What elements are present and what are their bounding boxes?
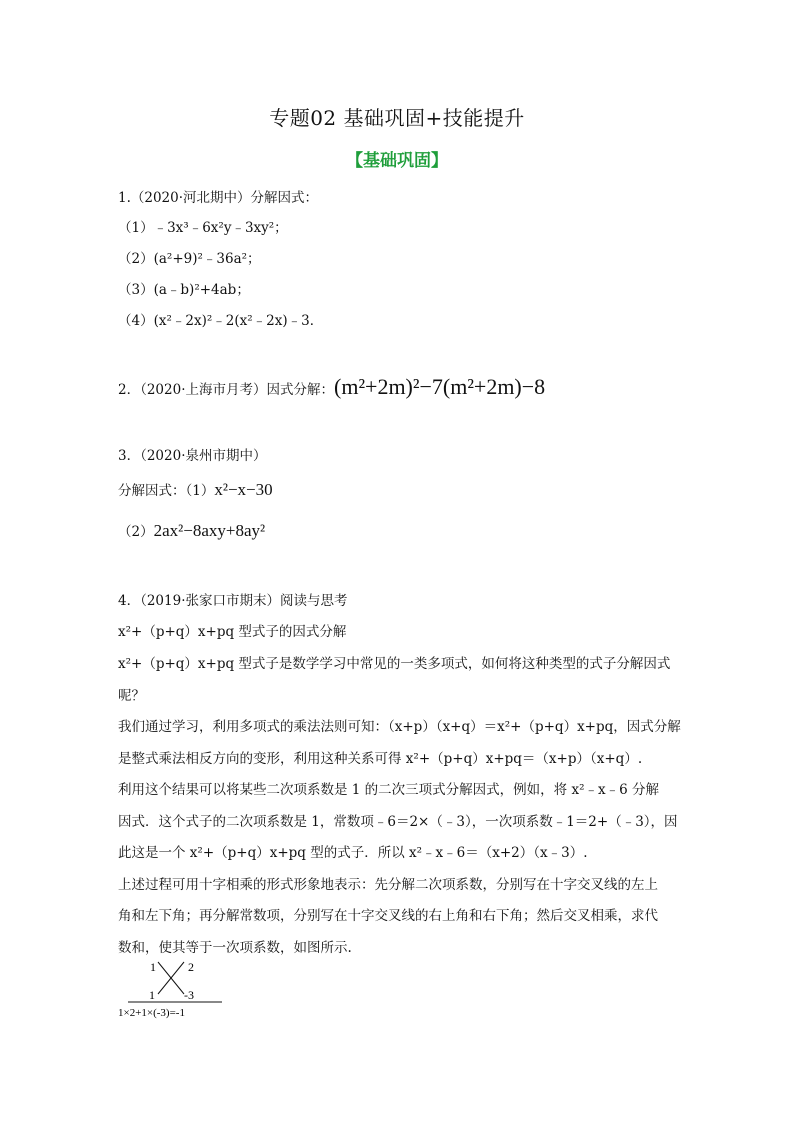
q4-line-5: 是整式乘法相反方向的变形，利用这种关系可得 x²+（p+q）x+pq＝（x+p）（x+q）.: [118, 751, 643, 767]
q4-line-10: 角和左下角；再分解常数项，分别写在十字交叉线的右上角和右下角；然后交叉相乘，求代: [118, 908, 658, 924]
q4-line-1: x²+（p+q）x+pq 型式子的因式分解: [118, 624, 347, 640]
q3-part-1-expression: x²−x−30: [214, 480, 273, 499]
page-title: 专题02 基础巩固+技能提升: [269, 106, 525, 130]
q1-part-1: （1）﹣3x³﹣6x²y﹣3xy²；: [118, 220, 288, 236]
q4-line-6: 利用这个结果可以将某些二次项系数是 1 的二次三项式分解因式，例如，将 x²﹣x﹣6 分解: [118, 782, 659, 798]
q2-head: 2．（2020·上海市月考）因式分解：: [118, 382, 334, 398]
q4-line-2: x²+（p+q）x+pq 型式子是数学学习中常见的一类多项式，如何将这种类型的式子分解因式: [118, 656, 671, 672]
q2-expression: (m²+2m)²−7(m²+2m)−8: [334, 374, 546, 399]
q4-line-11: 数和，使其等于一次项系数，如图所示.: [118, 940, 352, 956]
q4-line-4: 我们通过学习，利用多项式的乘法法则可知：（x+p）（x+q）＝x²+（p+q）x+pq，因式分解: [118, 719, 681, 735]
q3-part-2-prefix: （2）: [118, 524, 154, 540]
q1-part-4: （4）(x²﹣2x)²﹣2(x²﹣2x)﹣3．: [118, 313, 324, 329]
q1-part-2: （2）(a²+9)²﹣36a²；: [118, 251, 261, 267]
cross-top-right: 2: [188, 960, 194, 974]
q2-line: [118, 374, 546, 399]
section-heading: 【基础巩固】: [346, 151, 448, 171]
q3-head: 3．（2020·泉州市期中）: [118, 448, 267, 464]
q4-line-3: 呢？: [118, 688, 145, 704]
q1-part-3: （3）(a﹣b)²+4ab；: [118, 282, 250, 298]
q3-part-2: [118, 522, 265, 541]
cross-bottom-left: 1: [149, 988, 155, 1002]
q4-line-8: 此这是一个 x²+（p+q）x+pq 型的式子．所以 x²﹣x﹣6＝（x+2）（x﹣3）.: [118, 845, 588, 861]
q4-head: 4．（2019·张家口市期末）阅读与思考: [118, 593, 348, 609]
cross-bottom-right: -3: [184, 988, 194, 1002]
q3-part-1: [118, 481, 273, 500]
q1-head: 1.（2020·河北期中）分解因式：: [118, 190, 319, 206]
cross-sum: 1×2+1×(-3)=-1: [118, 1007, 185, 1019]
q3-part-1-prefix: 分解因式：（1）: [118, 483, 215, 499]
cross-top-left: 1: [150, 960, 156, 974]
q4-line-9: 上述过程可用十字相乘的形式形象地表示：先分解二次项系数，分别写在十字交叉线的左上: [118, 877, 658, 893]
cross-multiplication-diagram: [118, 956, 238, 1020]
q4-line-7: 因式．这个式子的二次项系数是 1，常数项﹣6＝2×（﹣3），一次项系数﹣1＝2+（﹣3），因: [118, 814, 678, 830]
q3-part-2-expression: 2ax²−8axy+8ay²: [153, 521, 266, 540]
